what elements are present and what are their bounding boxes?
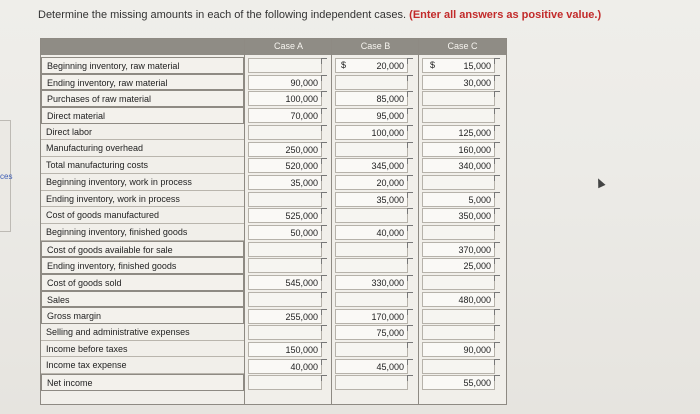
cell-corner-icon xyxy=(407,309,413,315)
row-label: Direct labor xyxy=(41,124,244,141)
row-label: Income before taxes xyxy=(41,341,244,358)
case-c-input[interactable]: 160,000 xyxy=(422,142,495,157)
case-a-input[interactable] xyxy=(248,325,322,340)
case-c-input[interactable] xyxy=(422,359,495,374)
case-c-input[interactable]: 480,000 xyxy=(422,292,495,307)
cell-corner-icon xyxy=(321,258,327,264)
cell-corner-icon xyxy=(494,342,500,348)
case-b-input[interactable] xyxy=(335,375,408,390)
row-label: Ending inventory, finished goods xyxy=(41,257,244,274)
case-a-input[interactable]: 90,000 xyxy=(248,75,322,90)
cell-corner-icon xyxy=(494,309,500,315)
instruction-emphasis: (Enter all answers as positive value.) xyxy=(409,9,602,21)
cell-corner-icon xyxy=(407,242,413,248)
cell-corner-icon xyxy=(321,158,327,164)
row-label: Manufacturing overhead xyxy=(41,140,244,157)
case-b-input[interactable] xyxy=(335,242,408,257)
case-c-input[interactable] xyxy=(422,275,495,290)
row-label: Beginning inventory, work in process xyxy=(41,174,244,191)
row-label: Beginning inventory, finished goods xyxy=(41,224,244,241)
cell-corner-icon xyxy=(494,275,500,281)
row-label: Selling and administrative expenses xyxy=(41,324,244,341)
cell-corner-icon xyxy=(494,91,500,97)
case-b-input[interactable] xyxy=(335,75,408,90)
cell-corner-icon xyxy=(494,359,500,365)
case-c-input[interactable] xyxy=(422,309,495,324)
case-b-input[interactable]: 170,000 xyxy=(335,309,408,324)
case-a-input[interactable] xyxy=(248,242,322,257)
column-header-case-b: Case B xyxy=(360,41,391,51)
case-c-input[interactable]: 30,000 xyxy=(422,75,495,90)
cell-corner-icon xyxy=(321,225,327,231)
cell-corner-icon xyxy=(407,208,413,214)
row-label: Net income xyxy=(41,374,244,391)
row-label: Income tax expense xyxy=(41,357,244,374)
cell-corner-icon xyxy=(494,108,500,114)
case-b-input[interactable] xyxy=(335,208,408,223)
case-c-input[interactable]: 5,000 xyxy=(422,192,495,207)
case-b-input[interactable] xyxy=(335,258,408,273)
cell-corner-icon xyxy=(494,175,500,181)
case-b-input[interactable]: 20,000 xyxy=(335,175,408,190)
side-panel-label: ces xyxy=(0,172,13,181)
cell-corner-icon xyxy=(494,125,500,131)
cell-corner-icon xyxy=(321,359,327,365)
case-c-input[interactable] xyxy=(422,225,495,240)
case-b-input[interactable] xyxy=(335,292,408,307)
cell-corner-icon xyxy=(321,208,327,214)
case-b-input[interactable]: 330,000 xyxy=(335,275,408,290)
case-b-input[interactable]: 35,000 xyxy=(335,192,408,207)
case-a-input[interactable] xyxy=(248,192,322,207)
cell-corner-icon xyxy=(321,175,327,181)
cell-corner-icon xyxy=(321,58,327,64)
instruction-main: Determine the missing amounts in each of the following independent cases. xyxy=(38,9,407,21)
row-label: Ending inventory, work in process xyxy=(41,191,244,208)
column-header-case-c: Case C xyxy=(447,41,478,51)
case-c-input[interactable] xyxy=(422,108,495,123)
cell-corner-icon xyxy=(407,258,413,264)
row-label: Ending inventory, raw material xyxy=(41,74,244,91)
case-b-input[interactable]: 45,000 xyxy=(335,359,408,374)
case-a-input[interactable]: 50,000 xyxy=(248,225,322,240)
cell-corner-icon xyxy=(407,75,413,81)
cell-corner-icon xyxy=(494,242,500,248)
cell-corner-icon xyxy=(407,175,413,181)
column-divider xyxy=(244,39,245,404)
cell-corner-icon xyxy=(494,158,500,164)
row-labels xyxy=(41,57,244,391)
cell-corner-icon xyxy=(321,142,327,148)
case-a-input[interactable]: 525,000 xyxy=(248,208,322,223)
cell-corner-icon xyxy=(407,359,413,365)
case-a-input[interactable]: 545,000 xyxy=(248,275,322,290)
cell-corner-icon xyxy=(321,125,327,131)
cell-corner-icon xyxy=(494,75,500,81)
case-c-input[interactable]: 125,000 xyxy=(422,125,495,140)
cell-corner-icon xyxy=(321,75,327,81)
cell-corner-icon xyxy=(494,142,500,148)
case-c-input[interactable]: 350,000 xyxy=(422,208,495,223)
row-label: Total manufacturing costs xyxy=(41,157,244,174)
case-a-input[interactable]: 100,000 xyxy=(248,91,322,106)
cell-corner-icon xyxy=(321,342,327,348)
case-b-input[interactable]: 75,000 xyxy=(335,325,408,340)
cell-corner-icon xyxy=(407,375,413,381)
cell-corner-icon xyxy=(494,192,500,198)
cell-corner-icon xyxy=(494,225,500,231)
row-label: Sales xyxy=(41,291,244,308)
case-b-input[interactable] xyxy=(335,342,408,357)
cell-corner-icon xyxy=(321,192,327,198)
instruction-text xyxy=(38,9,601,21)
case-a-input[interactable] xyxy=(248,58,322,73)
case-c-input[interactable] xyxy=(422,175,495,190)
case-c-input[interactable]: 340,000 xyxy=(422,158,495,173)
cell-corner-icon xyxy=(494,208,500,214)
case-a-input[interactable]: 520,000 xyxy=(248,158,322,173)
case-b-input[interactable]: 345,000 xyxy=(335,158,408,173)
cell-corner-icon xyxy=(407,275,413,281)
case-a-input[interactable] xyxy=(248,375,322,390)
cell-corner-icon xyxy=(494,258,500,264)
case-a-input[interactable]: 35,000 xyxy=(248,175,322,190)
case-c-input[interactable] xyxy=(422,325,495,340)
cell-corner-icon xyxy=(321,292,327,298)
dollar-sign: $ xyxy=(430,60,436,70)
case-a-input[interactable]: 150,000 xyxy=(248,342,322,357)
cell-corner-icon xyxy=(407,125,413,131)
case-a-input[interactable] xyxy=(248,125,322,140)
cell-corner-icon xyxy=(407,91,413,97)
column-divider xyxy=(418,39,419,404)
case-c-input[interactable]: 25,000 xyxy=(422,258,495,273)
case-a-input[interactable]: 250,000 xyxy=(248,142,322,157)
case-a-input[interactable] xyxy=(248,292,322,307)
cell-corner-icon xyxy=(321,375,327,381)
row-label: Beginning inventory, raw material xyxy=(41,57,244,74)
case-c-input[interactable] xyxy=(422,91,495,106)
case-a-input[interactable]: 70,000 xyxy=(248,108,322,123)
cell-corner-icon xyxy=(321,108,327,114)
cell-corner-icon xyxy=(407,225,413,231)
cell-corner-icon xyxy=(407,342,413,348)
row-label: Cost of goods sold xyxy=(41,274,244,291)
case-a-input[interactable]: 255,000 xyxy=(248,309,322,324)
row-label: Gross margin xyxy=(41,307,244,324)
cell-corner-icon xyxy=(494,325,500,331)
cell-corner-icon xyxy=(407,292,413,298)
cell-corner-icon xyxy=(407,325,413,331)
case-b-input[interactable]: 40,000 xyxy=(335,225,408,240)
dollar-sign: $ xyxy=(341,60,347,70)
case-a-input[interactable] xyxy=(248,258,322,273)
case-b-input[interactable]: 85,000 xyxy=(335,91,408,106)
column-divider xyxy=(331,39,332,404)
case-a-input[interactable]: 40,000 xyxy=(248,359,322,374)
case-b-input[interactable]: 100,000 xyxy=(335,125,408,140)
cell-corner-icon xyxy=(494,292,500,298)
case-c-input[interactable]: 90,000 xyxy=(422,342,495,357)
cell-corner-icon xyxy=(321,275,327,281)
cell-corner-icon xyxy=(321,91,327,97)
row-label: Cost of goods available for sale xyxy=(41,241,244,258)
case-c-input[interactable]: 370,000 xyxy=(422,242,495,257)
case-b-input[interactable] xyxy=(335,142,408,157)
cell-corner-icon xyxy=(321,325,327,331)
row-label: Direct material xyxy=(41,107,244,124)
cell-corner-icon xyxy=(407,158,413,164)
cell-corner-icon xyxy=(494,375,500,381)
row-label: Cost of goods manufactured xyxy=(41,207,244,224)
cell-corner-icon xyxy=(407,192,413,198)
cell-corner-icon xyxy=(407,58,413,64)
case-c-input[interactable]: 55,000 xyxy=(422,375,495,390)
cell-corner-icon xyxy=(321,242,327,248)
cell-corner-icon xyxy=(494,58,500,64)
column-header-case-a: Case A xyxy=(273,41,304,51)
cell-corner-icon xyxy=(407,108,413,114)
cell-corner-icon xyxy=(407,142,413,148)
case-b-input[interactable]: 20,000 xyxy=(335,58,408,73)
case-b-input[interactable]: 95,000 xyxy=(335,108,408,123)
row-label: Purchases of raw material xyxy=(41,90,244,107)
case-c-input[interactable]: 15,000 xyxy=(422,58,495,73)
worksheet-table xyxy=(40,38,507,405)
cell-corner-icon xyxy=(321,309,327,315)
